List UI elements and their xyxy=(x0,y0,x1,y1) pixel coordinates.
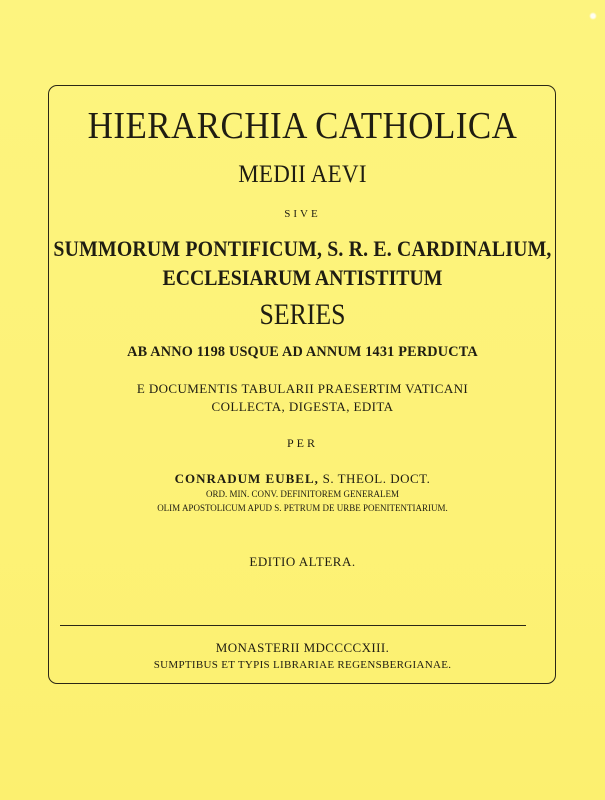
imprint-publisher: SUMPTIBUS ET TYPIS LIBRARIAE REGENSBERGIANAE. xyxy=(153,659,452,671)
imprint-place-year: MONASTERII MDCCCCXIII. xyxy=(215,640,390,655)
edition-line: EDITIO ALTERA. xyxy=(249,554,356,569)
series-heading: SERIES xyxy=(259,298,346,331)
subtitle: MEDII AEVI xyxy=(238,161,367,188)
author-name: CONRADUM EUBEL, xyxy=(174,471,319,486)
corner-blemish xyxy=(589,12,597,20)
heading-line-1: SUMMORUM PONTIFICUM, S. R. E. CARDINALIUM, xyxy=(53,236,552,261)
connector-sive: SIVE xyxy=(284,208,321,220)
sources-line-1: E DOCUMENTIS TABULARII PRAESERTIM VATICANI xyxy=(136,381,469,396)
horizontal-rule xyxy=(60,625,526,626)
period-line: AB ANNO 1198 USQUE AD ANNUM 1431 PERDUCTA xyxy=(127,344,478,360)
sources-line-2: COLLECTA, DIGESTA, EDITA xyxy=(211,399,394,414)
author-degree: S. THEOL. DOCT. xyxy=(322,471,431,486)
author-line xyxy=(0,472,605,485)
connector-per: PER xyxy=(286,436,318,450)
author-role-1: ORD. MIN. CONV. DEFINITOREM GENERALEM xyxy=(206,489,399,499)
main-title: HIERARCHIA CATHOLICA xyxy=(87,105,518,147)
author-role-2: OLIM APOSTOLICUM APUD S. PETRUM DE URBE POENITENTIARIUM. xyxy=(157,503,448,513)
heading-line-2: ECCLESIARUM ANTISTITUM xyxy=(162,265,443,290)
